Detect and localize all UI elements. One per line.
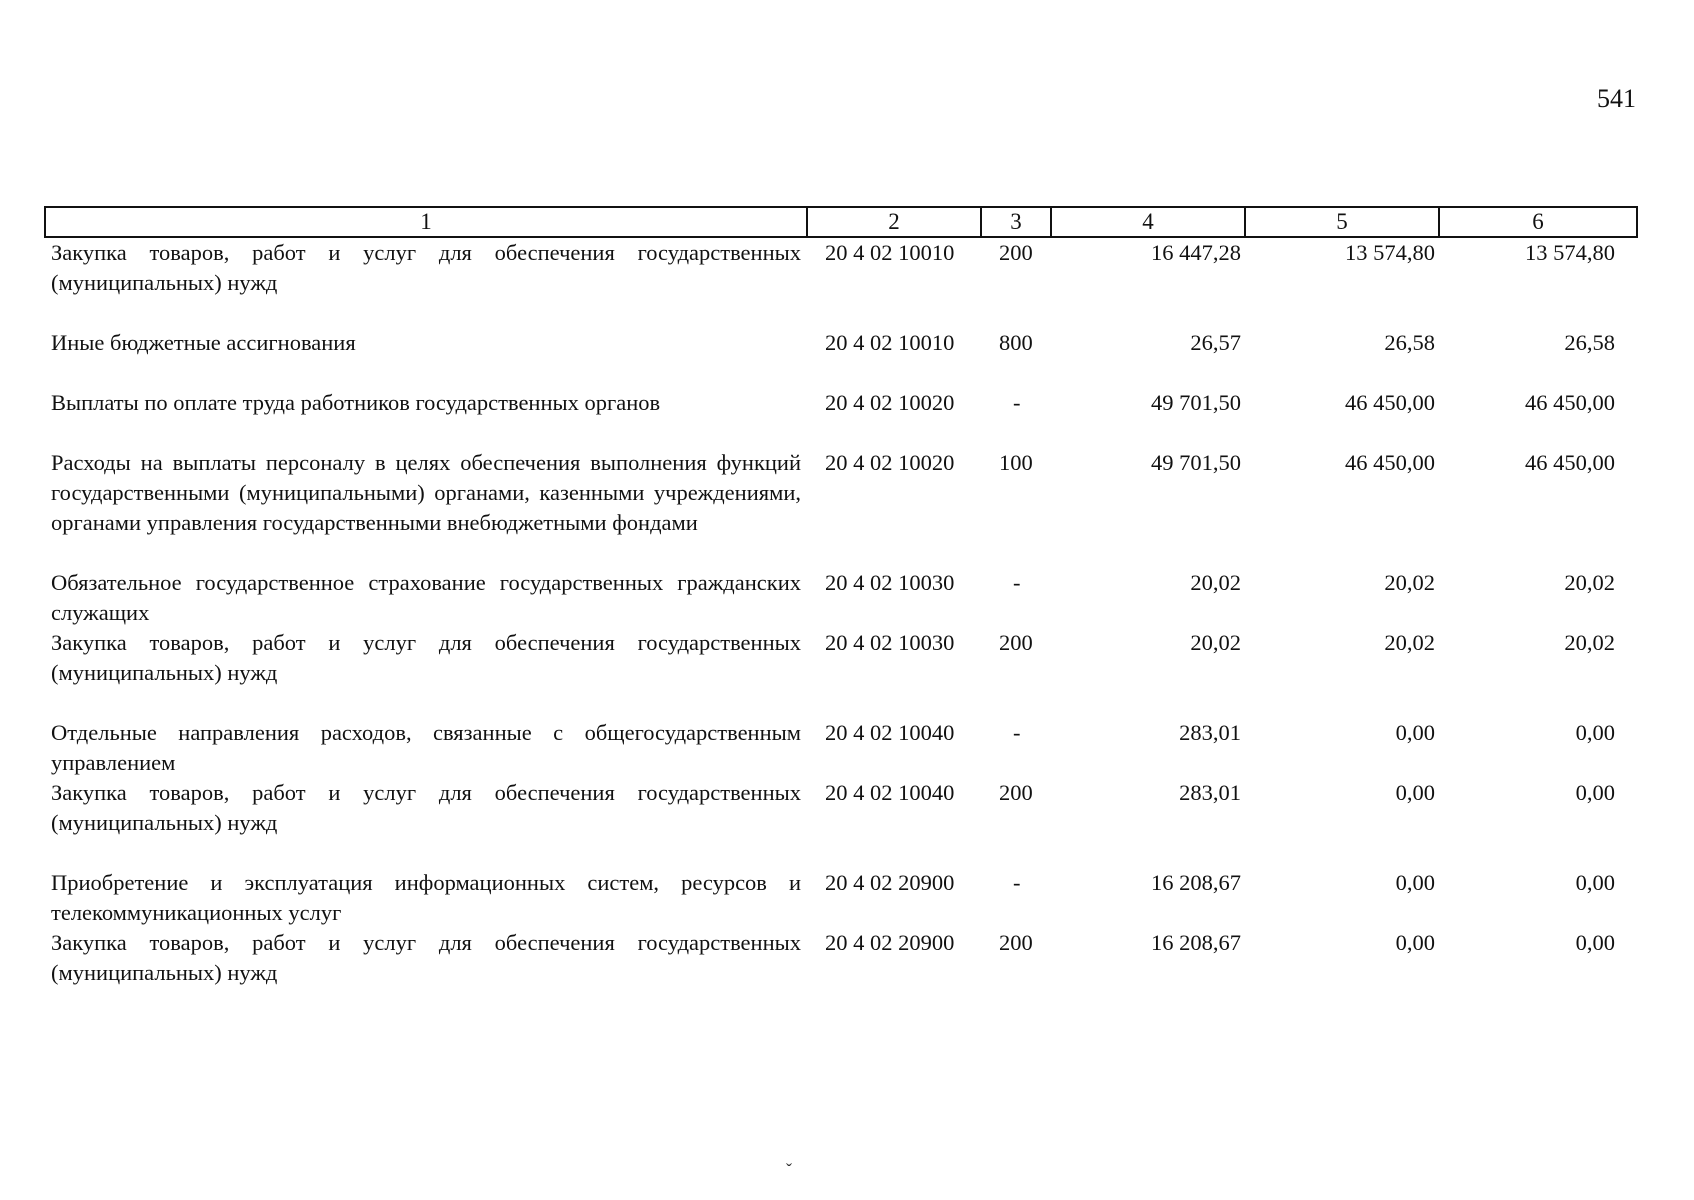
row-value-4: 283,01 <box>1179 720 1241 745</box>
table-row <box>45 448 1637 568</box>
row-value-6: 13 574,80 <box>1525 240 1615 265</box>
row-code: 20 4 02 20900 <box>825 930 955 955</box>
row-kvr: - <box>1013 720 1021 745</box>
row-value-5: 46 450,00 <box>1345 390 1435 415</box>
row-value-6: 0,00 <box>1575 870 1615 895</box>
column-header-2: 2 <box>807 207 981 237</box>
row-code: 20 4 02 10010 <box>825 330 955 355</box>
budget-table-container <box>44 206 1636 988</box>
row-value-4: 49 701,50 <box>1151 390 1241 415</box>
row-name: Закупка товаров, работ и услуг для обеспечения государственных (муниципальных) нужд <box>51 930 801 985</box>
row-name: Закупка товаров, работ и услуг для обеспечения государственных (муниципальных) нужд <box>51 780 801 835</box>
row-value-6: 0,00 <box>1575 780 1615 805</box>
row-code: 20 4 02 10030 <box>825 630 955 655</box>
row-code: 20 4 02 10020 <box>825 450 955 475</box>
row-value-4: 16 447,28 <box>1151 240 1241 265</box>
page-number: 541 <box>1597 84 1636 113</box>
column-header-4: 4 <box>1051 207 1245 237</box>
row-value-5: 46 450,00 <box>1345 450 1435 475</box>
row-kvr: - <box>1013 870 1021 895</box>
row-name: Приобретение и эксплуатация информационных систем, ресурсов и телекоммуникационных услуг <box>51 870 801 925</box>
table-row <box>45 928 1637 988</box>
row-name: Обязательное государственное страхование государственных гражданских служащих <box>51 570 801 625</box>
table-row <box>45 628 1637 718</box>
row-code: 20 4 02 10030 <box>825 570 955 595</box>
row-value-5: 0,00 <box>1395 930 1435 955</box>
table-row <box>45 718 1637 778</box>
table-row <box>45 778 1637 868</box>
row-value-4: 20,02 <box>1190 630 1241 655</box>
row-code: 20 4 02 10040 <box>825 780 955 805</box>
table-row <box>45 237 1637 328</box>
row-value-4: 26,57 <box>1190 330 1241 355</box>
row-value-5: 26,58 <box>1384 330 1435 355</box>
row-value-6: 26,58 <box>1564 330 1615 355</box>
row-value-5: 0,00 <box>1395 870 1435 895</box>
row-value-4: 16 208,67 <box>1151 930 1241 955</box>
table-row <box>45 388 1637 448</box>
row-code: 20 4 02 10040 <box>825 720 955 745</box>
table-row <box>45 328 1637 388</box>
row-value-5: 0,00 <box>1395 720 1435 745</box>
row-value-5: 13 574,80 <box>1345 240 1435 265</box>
column-header-3: 3 <box>981 207 1051 237</box>
row-code: 20 4 02 10010 <box>825 240 955 265</box>
row-kvr: - <box>1013 570 1021 595</box>
row-value-6: 46 450,00 <box>1525 450 1615 475</box>
row-name: Отдельные направления расходов, связанные с общегосударственным управлением <box>51 720 801 775</box>
row-name: Расходы на выплаты персоналу в целях обеспечения выполнения функций государственными (муниципальными) органами, казенными учреждениями, органами управления государственными внебюджетными фондами <box>51 450 801 535</box>
row-code: 20 4 02 20900 <box>825 870 955 895</box>
row-value-6: 46 450,00 <box>1525 390 1615 415</box>
row-kvr: 200 <box>999 930 1033 955</box>
row-value-4: 283,01 <box>1179 780 1241 805</box>
row-kvr: 100 <box>999 450 1033 475</box>
row-kvr: - <box>1013 390 1021 415</box>
row-value-4: 20,02 <box>1190 570 1241 595</box>
table-row <box>45 568 1637 628</box>
row-value-5: 20,02 <box>1384 570 1435 595</box>
row-value-5: 20,02 <box>1384 630 1435 655</box>
row-kvr: 200 <box>999 780 1033 805</box>
column-header-5: 5 <box>1245 207 1439 237</box>
row-name: Закупка товаров, работ и услуг для обеспечения государственных (муниципальных) нужд <box>51 630 801 685</box>
row-name: Иные бюджетные ассигнования <box>51 330 356 355</box>
row-value-6: 20,02 <box>1564 570 1615 595</box>
row-kvr: 200 <box>999 630 1033 655</box>
row-kvr: 800 <box>999 330 1033 355</box>
row-value-5: 0,00 <box>1395 780 1435 805</box>
row-value-6: 20,02 <box>1564 630 1615 655</box>
row-name: Закупка товаров, работ и услуг для обеспечения государственных (муниципальных) нужд <box>51 240 801 295</box>
column-number-header-row <box>45 207 1637 237</box>
row-kvr: 200 <box>999 240 1033 265</box>
budget-table <box>44 206 1638 988</box>
row-name: Выплаты по оплате труда работников государственных органов <box>51 390 661 415</box>
column-header-1: 1 <box>45 207 807 237</box>
row-value-4: 49 701,50 <box>1151 450 1241 475</box>
table-row <box>45 868 1637 928</box>
row-value-6: 0,00 <box>1575 720 1615 745</box>
column-header-6: 6 <box>1439 207 1637 237</box>
row-value-6: 0,00 <box>1575 930 1615 955</box>
scan-artifact-mark: ˇ <box>786 1160 792 1180</box>
row-value-4: 16 208,67 <box>1151 870 1241 895</box>
row-code: 20 4 02 10020 <box>825 390 955 415</box>
